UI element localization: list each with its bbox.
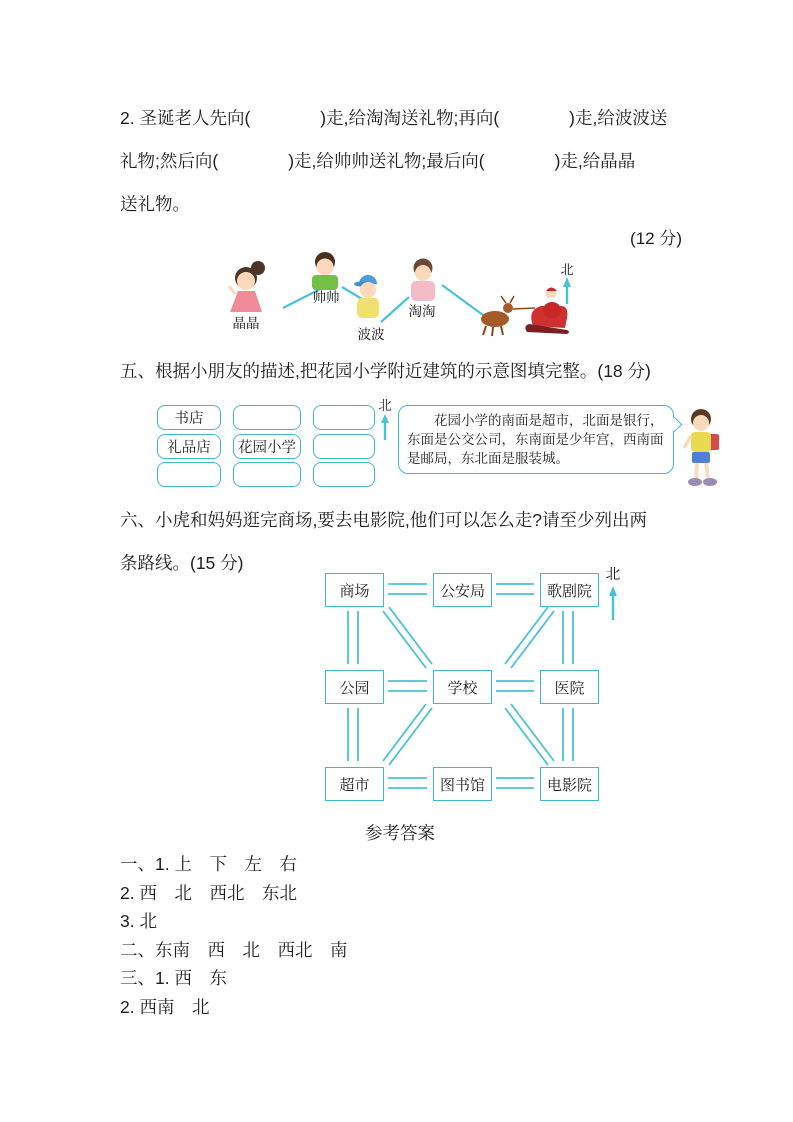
character-taotao: [411, 259, 435, 302]
student-boy-illustration: [681, 408, 725, 490]
answer-line: 2. 西南 北: [120, 996, 210, 1017]
north-label: 北: [560, 262, 574, 277]
building-cell: [313, 462, 375, 487]
map-place: 学校: [433, 670, 492, 704]
north-label: 北: [605, 567, 621, 583]
section-5-diagram: [0, 392, 793, 492]
map-place: 歌剧院: [540, 573, 599, 607]
gift-route-illustration: [195, 246, 590, 356]
route-map: [300, 560, 645, 815]
north-indicator: [374, 394, 396, 445]
character-shuaishuai: [312, 252, 338, 290]
question-2-score: (12 分): [630, 229, 682, 248]
north-arrow-icon: [563, 277, 571, 304]
map-place: 商场: [325, 573, 384, 607]
section-6-heading-line: 六、小虎和妈妈逛完商场,要去电影院,他们可以怎么走?请至少列出两: [120, 510, 647, 530]
answer-line: 3. 北: [120, 911, 157, 931]
question-2: [120, 96, 686, 225]
map-place: 公安局: [433, 573, 492, 607]
answer-line: 二、东南 西 北 西北 南: [120, 939, 348, 960]
building-cell: [313, 405, 375, 430]
answer-line: 三、1. 西 东: [120, 968, 227, 988]
character-label: 晶晶: [232, 316, 260, 331]
character-label: 帅帅: [312, 290, 340, 305]
building-cell: 书店: [157, 405, 221, 430]
map-place: 图书馆: [433, 767, 492, 801]
building-cell: [157, 462, 221, 487]
section-5-heading: 五、根据小朋友的描述,把花园小学附近建筑的示意图填完整。(18 分): [120, 361, 651, 381]
north-arrow-icon: [379, 414, 391, 440]
section-6-heading-line: 条路线。(15 分): [120, 553, 244, 573]
character-label: 淘淘: [408, 304, 436, 319]
building-cell: [233, 405, 301, 430]
map-place: 超市: [325, 767, 384, 801]
character-jingjing: [229, 261, 265, 312]
character-label: 波波: [357, 327, 385, 342]
answer-line: 一、1. 上 下 左 右: [120, 854, 297, 874]
question-2-line: 2. 圣诞老人先向( )走,给淘淘送礼物;再向( )走,给波波送: [120, 108, 668, 128]
north-label: 北: [378, 398, 392, 413]
building-cell: [313, 434, 375, 459]
map-place: 电影院: [540, 767, 599, 801]
answer-line: 2. 西 北 西北 东北: [120, 882, 297, 903]
map-place: 医院: [540, 670, 599, 704]
north-arrow-icon: [609, 586, 617, 620]
answer-key: [120, 820, 680, 1021]
map-place: 公园: [325, 670, 384, 704]
answer-key-title: 参考答案: [365, 823, 435, 843]
building-cell: 花园小学: [233, 434, 301, 459]
building-cell: [233, 462, 301, 487]
building-cell: 礼品店: [157, 434, 221, 459]
speech-bubble: 花园小学的南面是超市，北面是银行，东面是公交公司，东南面是少年宫，西南面是邮局，东北面是服装城。: [398, 405, 674, 474]
question-2-line: 礼物;然后向( )走,给帅帅送礼物;最后向( )走,给晶晶: [120, 151, 636, 171]
question-2-line: 送礼物。: [120, 194, 190, 214]
santa-sleigh: [481, 288, 569, 337]
